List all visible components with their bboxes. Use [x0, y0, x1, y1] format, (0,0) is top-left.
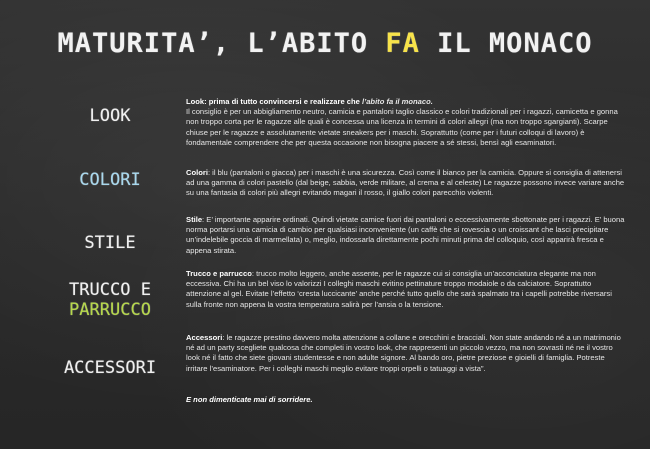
section-look-intro: : prima di tutto convincersi e realizzare che [204, 97, 362, 106]
section-stile-heading: Stile [186, 215, 203, 224]
label-parrucco: PARRUCCO [69, 300, 151, 320]
title-part2: IL MONACO [419, 28, 593, 59]
section-colori-body: : il blu (pantaloni o giacca) per i maschi è una sicurezza. Così come il bianco per la camicia. Oppure si consiglia di attenersi ad una gamma di colori pastello (dal beige, sabbia, verde militare, al crema e al celeste) Le ragazze possono invece variare anche su una fantasia di colori più allegri evitando magari il rosso, il giallo colori parecchio violenti. [186, 168, 625, 198]
label-trucco: TRUCCO E [69, 280, 151, 300]
page-title [0, 28, 650, 59]
label-colori: COLORI [79, 170, 141, 190]
label-stile: STILE [84, 233, 136, 253]
title-highlight: FA [385, 28, 420, 59]
section-trucco-text [186, 269, 626, 310]
section-look-emphasis: l’abito fa il monaco. [361, 97, 433, 106]
closing-note: E non dimenticate mai di sorridere. [186, 395, 313, 404]
section-trucco-heading: Trucco e parrucco [186, 269, 252, 278]
section-colori-heading: Colori [186, 168, 208, 177]
section-look-body: Il consiglio è per un abbigliamento neutro, camicia e pantaloni taglio classico e colori tradizionali per i ragazzi, camicetta e gonna non troppo corta per le ragazze alle quali è concessa una licenza in termini di colori allegri (ma non troppo sgargianti). Scarpe chiuse per le ragazze e assolutamente vietate sneakers per i maschi. Soprattutto (come per i futuri colloqui di lavoro) è fondamentale comprendere che per questa occasione non bisogna piacere a sé stessi, bensì agli esaminatori. [186, 107, 618, 147]
section-look-heading: Look [186, 97, 205, 106]
label-trucco-parrucco [45, 280, 175, 320]
section-trucco-body: : trucco molto leggero, anche assente, per le ragazze cui si consiglia un’acconciatura elegante ma non eccessiva. Chi ha un bel viso lo valorizzi I colleghi maschi evitino pettinature troppo modaiole o da calciatore. Soprattutto attenzione al gel. Evitate l’effetto ‘cresta luccicante’ anche perché tutto quello che sarà spalmato tra i capelli potrebbe riversarsi sulla fronte non appena la vostra temperatura salirà per l’ansia o la tensione. [186, 269, 612, 309]
section-colori-text [186, 168, 626, 199]
section-look-text [186, 97, 626, 148]
label-look: LOOK [89, 106, 131, 126]
label-accessori: ACCESSORI [63, 358, 157, 378]
section-accessori-text [186, 333, 626, 374]
section-accessori-heading: Accessori [186, 333, 223, 342]
title-part1: MATURITA’, L’ABITO [57, 28, 386, 59]
section-stile-body: : E’ importante apparire ordinati. Quindi vietate camice fuori dai pantaloni o eccessivamente sbottonate per i ragazzi. E’ buona norma portarsi una camicia di cambio per qualsiasi inconveniente (un caffè che si rovescia o un croissant che lasci precipitare un’indelebile goccia di marmellata) o, meglio, indossarla direttamente pochi minuti prima del colloquio, così apparirà fresca e appena stirata. [186, 215, 625, 255]
section-accessori-body: : le ragazze prestino davvero molta attenzione a collane e orecchini e bracciali. Non state andando né a un matrimonio né ad un party scegliete qualcosa che completi in vostro look, che rappresenti un piccolo vezzo, ma non sovrasti né ne il vostro look né il fatto che siete giovani studentesse e non adulte signore. Al bando oro, pietre preziose e gioielli di famiglia. Potreste irritare l’esaminatore. Per i colleghi maschi meglio evitare troppi orpelli o tatuaggi a vista”. [186, 333, 621, 373]
section-stile-text [186, 215, 626, 256]
